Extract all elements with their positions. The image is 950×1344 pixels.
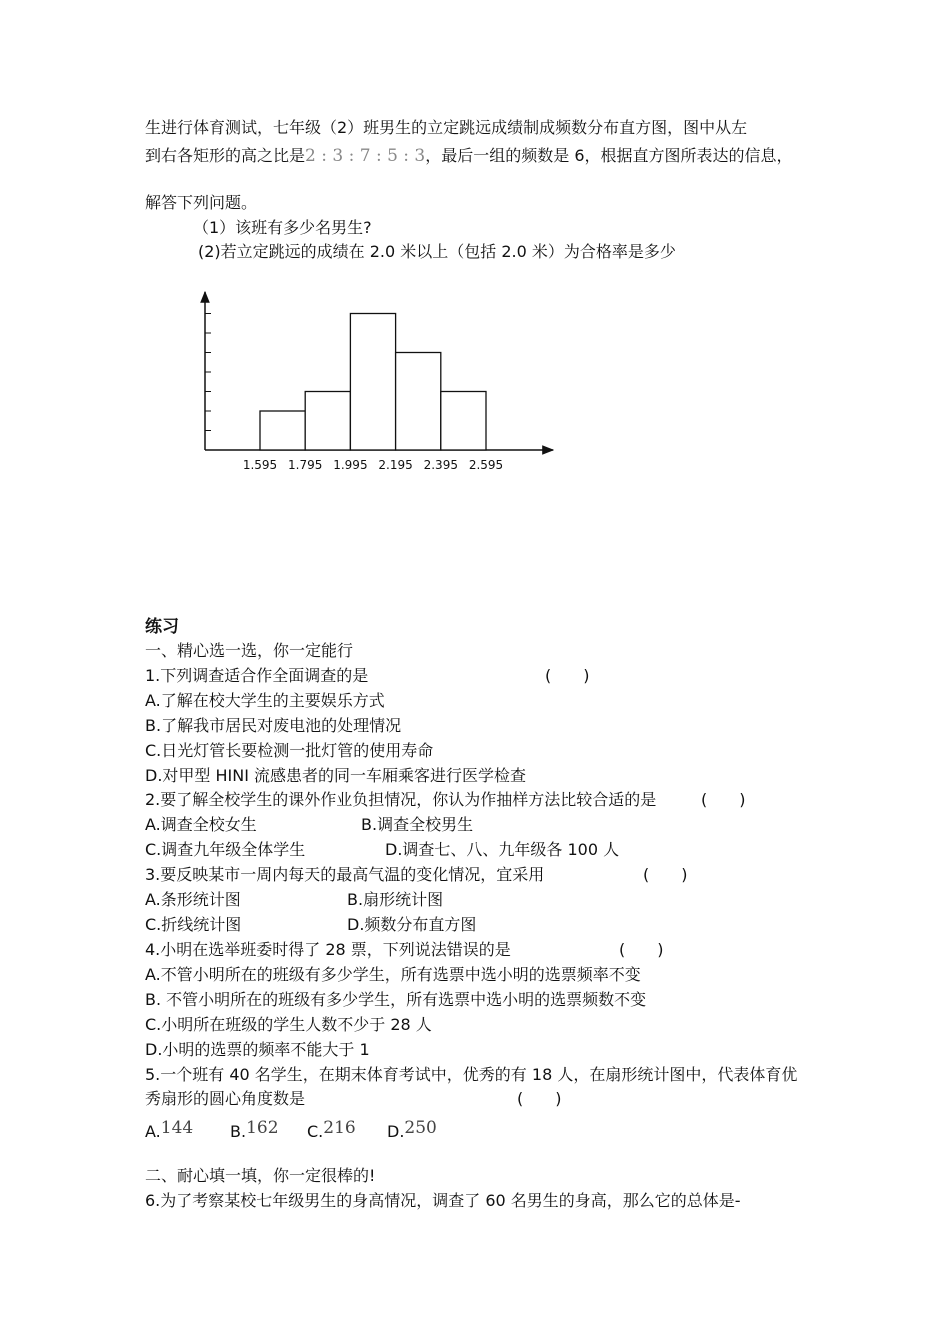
q3-text: 3.要反映某市一周内每天的最高气温的变化情况，宜采用 bbox=[145, 865, 545, 884]
q4-option-c: C.小明所在班级的学生人数不少于 28 人 bbox=[145, 1015, 432, 1034]
question-1: （1）该班有多少名男生? bbox=[193, 218, 372, 237]
histogram-bar-3 bbox=[350, 314, 395, 451]
q3-option-a: A.条形统计图 bbox=[145, 890, 241, 909]
y-ticks bbox=[205, 314, 211, 431]
q1-option-b: B.了解我市居民对废电池的处理情况 bbox=[145, 716, 402, 735]
q5-option-d-value: 250 bbox=[404, 1118, 437, 1138]
q2-option-c: C.调查九年级全体学生 bbox=[145, 840, 306, 859]
q2-option-b: B.调查全校男生 bbox=[361, 815, 474, 834]
q5-option-c-value: 216 bbox=[323, 1118, 356, 1138]
x-tick-labels bbox=[243, 458, 503, 472]
x-tick-label: 1.995 bbox=[333, 458, 368, 472]
practice-title: 练习 bbox=[145, 617, 179, 637]
histogram-bar-1 bbox=[260, 411, 305, 450]
q1-answer-blank: ( ) bbox=[545, 666, 590, 685]
q5-option-c-label: C. bbox=[307, 1122, 324, 1141]
q1-text: 1.下列调查适合作全面调查的是 bbox=[145, 666, 369, 685]
q4-option-d: D.小明的选票的频率不能大于 1 bbox=[145, 1040, 370, 1059]
section-2-title: 二、耐心填一填，你一定很棒的! bbox=[145, 1166, 376, 1185]
problem-line-2-end: ，最后一组的频数是 6，根据直方图所表达的信息， bbox=[425, 146, 793, 165]
x-tick-label: 1.795 bbox=[288, 458, 323, 472]
problem-line-1: 生进行体育测试，七年级（2）班男生的立定跳远成绩制成频数分布直方图，图中从左 bbox=[145, 118, 748, 137]
q5-text-line-1: 5.一个班有 40 名学生，在期末体育考试中，优秀的有 18 人，在扇形统计图中，代表体育优 bbox=[145, 1065, 798, 1084]
q4-option-b: B. 不管小明所在的班级有多少学生，所有选票中选小明的选票频数不变 bbox=[145, 990, 647, 1009]
q2-answer-blank: ( ) bbox=[701, 790, 746, 809]
frequency-histogram bbox=[0, 0, 950, 500]
q2-text: 2.要了解全校学生的课外作业负担情况，你认为作抽样方法比较合适的是 bbox=[145, 790, 657, 809]
problem-line-2-start: 到右各矩形的高之比是 bbox=[145, 146, 306, 165]
q3-option-c: C.折线统计图 bbox=[145, 915, 242, 934]
q1-option-d: D.对甲型 HINI 流感患者的同一车厢乘客进行医学检查 bbox=[145, 766, 527, 785]
q3-option-d: D.频数分布直方图 bbox=[347, 915, 477, 934]
section-1-title: 一、精心选一选，你一定能行 bbox=[145, 641, 354, 660]
histogram-bars bbox=[260, 314, 486, 451]
q5-option-a-label: A. bbox=[145, 1122, 161, 1141]
x-tick-label: 2.195 bbox=[378, 458, 413, 472]
q5-text-line-2: 秀扇形的圆心角度数是 bbox=[145, 1089, 306, 1108]
q5-option-b bbox=[230, 1118, 279, 1142]
q2-option-a: A.调查全校女生 bbox=[145, 815, 257, 834]
x-tick-label: 2.595 bbox=[468, 458, 504, 472]
x-tick-label: 2.395 bbox=[423, 458, 458, 472]
question-2: (2)若立定跳远的成绩在 2.0 米以上（包括 2.0 米）为合格率是多少 bbox=[198, 242, 676, 261]
q4-option-a: A.不管小明所在的班级有多少学生，所有选票中选小明的选票频率不变 bbox=[145, 965, 641, 984]
x-tick-label: 1.595 bbox=[242, 458, 278, 472]
height-ratio: 2 : 3 : 7 : 5 : 3 bbox=[305, 146, 426, 166]
q6-text: 6.为了考察某校七年级男生的身高情况，调查了 60 名男生的身高，那么它的总体是- bbox=[145, 1191, 741, 1210]
q5-option-b-label: B. bbox=[230, 1122, 247, 1141]
q5-option-b-value: 162 bbox=[246, 1118, 279, 1138]
q3-option-b: B.扇形统计图 bbox=[347, 890, 444, 909]
q3-answer-blank: ( ) bbox=[643, 865, 688, 884]
q5-option-d bbox=[387, 1118, 437, 1142]
q4-text: 4.小明在选举班委时得了 28 票，下列说法错误的是 bbox=[145, 940, 511, 959]
q5-option-d-label: D. bbox=[387, 1122, 405, 1141]
q2-option-d: D.调查七、八、九年级各 100 人 bbox=[385, 840, 620, 859]
q5-option-a bbox=[145, 1118, 194, 1142]
q5-option-a-value: 144 bbox=[160, 1118, 194, 1138]
q1-option-c: C.日光灯管长要检测一批灯管的使用寿命 bbox=[145, 741, 434, 760]
q1-option-a: A.了解在校大学生的主要娱乐方式 bbox=[145, 691, 385, 710]
problem-line-3: 解答下列问题。 bbox=[145, 193, 258, 212]
q4-answer-blank: ( ) bbox=[619, 940, 664, 959]
histogram-bar-5 bbox=[441, 392, 486, 451]
histogram-bar-4 bbox=[396, 353, 441, 451]
q5-answer-blank: ( ) bbox=[517, 1089, 562, 1108]
histogram-bar-2 bbox=[305, 392, 350, 451]
q5-option-c bbox=[307, 1118, 356, 1142]
